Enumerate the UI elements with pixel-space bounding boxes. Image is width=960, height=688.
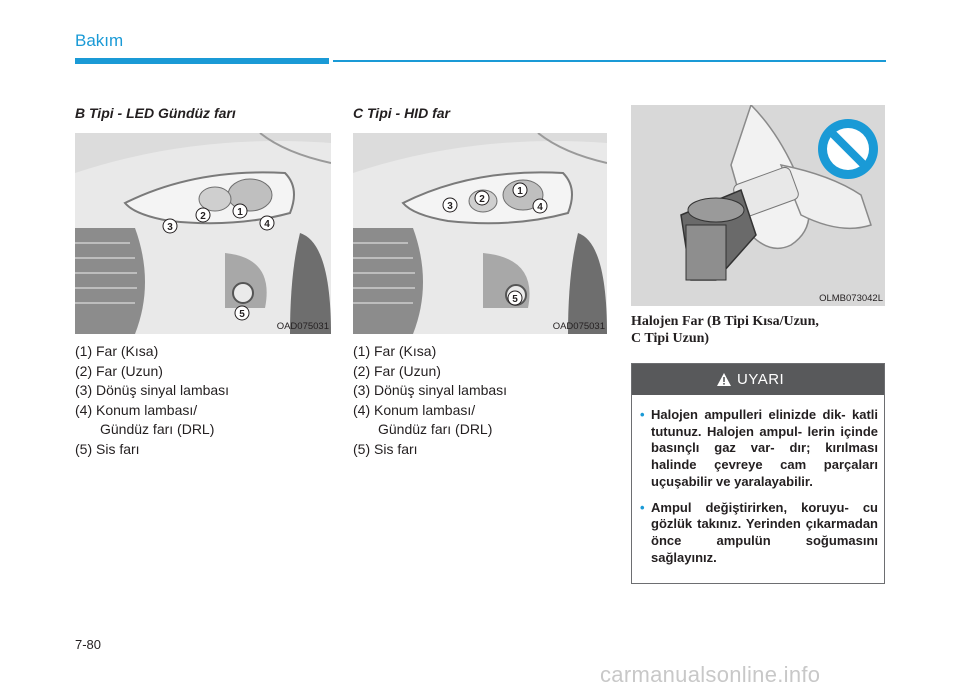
figure-code: OAD075031 — [552, 321, 605, 332]
warning-bullet: • Ampul değiştirirken, koruyu- cu gözlük takınız. Yerinden çıkarmadan önce ampulün soğumasını sağlayınız. — [640, 499, 878, 565]
callout-5 — [235, 306, 249, 320]
warning-body — [640, 407, 878, 575]
callout-overlay — [353, 133, 607, 334]
list-item: (1) Far (Kısa) — [75, 343, 159, 359]
callout-3 — [163, 219, 177, 233]
left-column-title: B Tipi - LED Gündüz farı — [75, 105, 236, 121]
header-rule-thin — [333, 60, 886, 62]
list-item: (5) Sis farı — [75, 440, 140, 457]
svg-text:4: 4 — [264, 219, 270, 230]
page-number: 7-80 — [75, 637, 102, 652]
callout-1 — [513, 183, 527, 197]
svg-text:5: 5 — [239, 309, 245, 320]
list-item: (4) Konum lambası/ — [75, 401, 198, 418]
left-parts-list — [75, 342, 229, 459]
svg-text:3: 3 — [447, 201, 453, 212]
watermark: carmanualsonline.info — [600, 662, 821, 687]
list-item: Gündüz farı (DRL) — [100, 421, 215, 437]
list-item: (3) Dönüş sinyal lambası — [353, 382, 508, 398]
callout-overlay — [75, 133, 331, 334]
list-item: (1) Far (Kısa) — [353, 343, 437, 359]
list-item: (4) Konum lambası/ — [353, 401, 476, 418]
middle-column-title: C Tipi - HID far — [353, 105, 450, 121]
warning-box — [631, 363, 885, 584]
callout-5 — [508, 291, 522, 305]
caption-line: C Tipi Uzun) — [631, 331, 710, 346]
caption-line: Halojen Far (B Tipi Kısa/Uzun, — [631, 314, 819, 329]
section-title: Bakım — [75, 31, 124, 50]
list-item: (5) Sis farı — [353, 440, 418, 457]
figure-caption — [631, 313, 819, 347]
figure-code: OAD075031 — [276, 321, 329, 332]
bullet-dot-icon: • — [640, 499, 645, 515]
svg-text:4: 4 — [537, 202, 543, 213]
list-item: (3) Dönüş sinyal lambası — [75, 382, 230, 398]
list-item: (2) Far (Uzun) — [75, 362, 163, 379]
svg-text:2: 2 — [200, 211, 206, 222]
halogen-bulb-figure — [631, 105, 885, 306]
figure-code: OLMB073042L — [819, 293, 883, 304]
list-item: Gündüz farı (DRL) — [378, 421, 493, 437]
header-rule-thick — [75, 58, 329, 64]
bullet-dot-icon: • — [640, 407, 645, 422]
svg-text:5: 5 — [512, 294, 518, 305]
middle-parts-list — [353, 342, 507, 459]
led-headlight-figure — [75, 133, 331, 334]
list-item: (2) Far (Uzun) — [353, 362, 441, 379]
warning-triangle-icon — [716, 372, 732, 387]
callout-1 — [233, 204, 247, 218]
hid-headlight-figure — [353, 133, 607, 334]
warning-header — [632, 364, 884, 395]
callout-2 — [196, 208, 210, 222]
callout-4 — [260, 216, 274, 230]
warning-label: UYARI — [737, 371, 785, 388]
callout-3 — [443, 198, 457, 212]
svg-text:2: 2 — [479, 194, 485, 205]
warning-bullet: • Halojen ampulleri elinizde dik- katli tutunuz. Halojen ampul- lerin içinde basınçlı gaz var- dır; kırılması halinde çevreye cam parçaları uçuşabilir ve yaralayabilir. — [640, 407, 878, 489]
svg-text:1: 1 — [517, 186, 523, 197]
svg-text:3: 3 — [167, 222, 173, 233]
svg-text:1: 1 — [237, 207, 243, 218]
callout-4 — [533, 199, 547, 213]
prohibited-icon — [816, 117, 880, 181]
callout-2 — [475, 191, 489, 205]
